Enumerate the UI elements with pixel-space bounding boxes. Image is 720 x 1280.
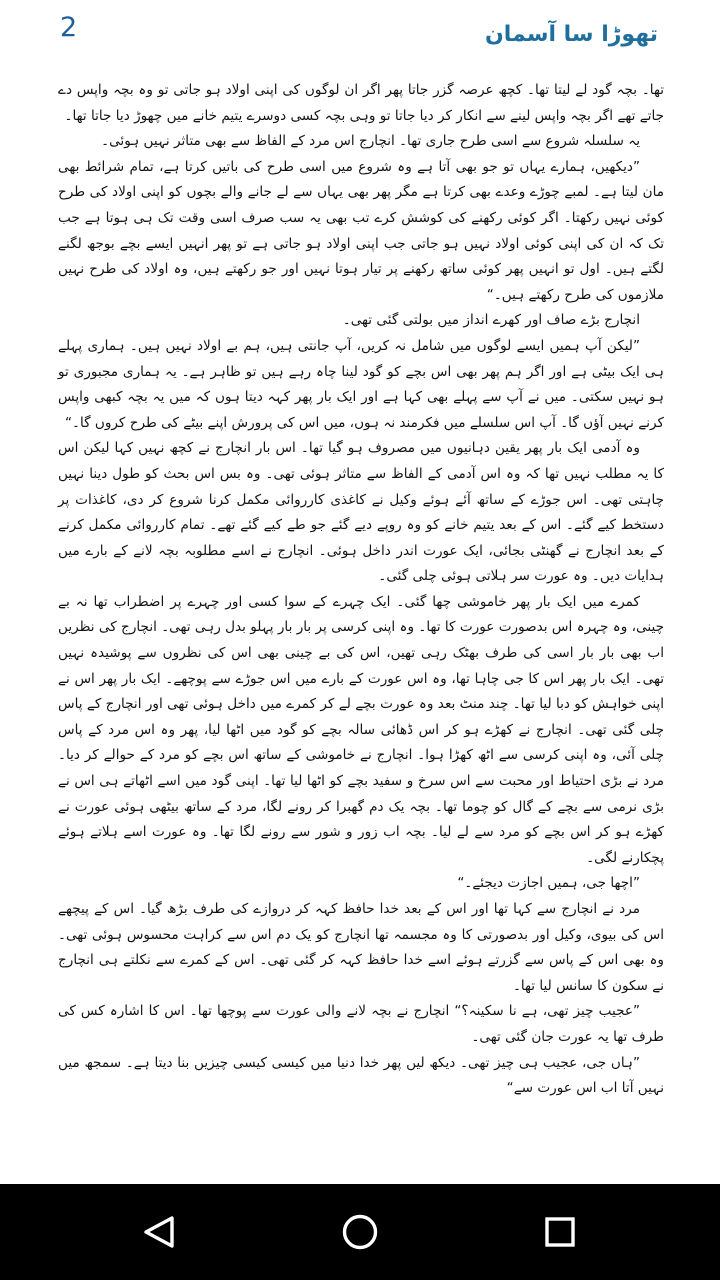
paragraph: تھا۔ بچہ گود لے لیتا تھا۔ کچھ عرصہ گزر جاتا پھر اگر ان لوگوں کی اپنی اولاد ہو جاتی تو وہ بچہ واپس دے جاتے تھے اگر بچہ واپس لینے سے انکار کر دیا جاتا تو وہی بچہ کسی دوسرے یتیم خانے میں چھوڑ دیا جاتا تھا۔ [58,82,664,124]
home-button[interactable] [324,1202,396,1262]
paragraph: وہ آدمی ایک بار پھر یقین دہانیوں میں مصروف ہو گیا تھا۔ اس بار انچارج نے کچھ نہیں کہا لیکن اس کا یہ مطلب نہیں تھا کہ وہ اس آدمی کے الفاظ سے متاثر ہوئی تھی۔ وہ بس اس بحث کو طول دینا نہیں چاہتی تھی۔ اس جوڑے کے ساتھ آئے ہوئے وکیل نے کاغذی کارروائی مکمل کرنا شروع کر دی، کاغذات پر دستخط کیے گئے۔ اس کے بعد یتیم خانے کو وہ روپے دیے گئے جو طے کیے گئے تھے۔ تمام کارروائی مکمل کرنے کے بعد انچارج نے گھنٹی بجائی، ایک عورت اندر داخل ہوئی۔ انچارج نے اسے مطلوبہ بچہ لانے کے بارے میں ہدایات دیں۔ وہ عورت سر ہلاتی ہوئی چلی گئی۔ [58,440,664,585]
page-number: 2 [60,12,78,43]
paragraph: ”لیکن آپ ہمیں ایسے لوگوں میں شامل نہ کریں، آپ جانتی ہیں، ہم بے اولاد نہیں ہیں۔ ہماری پہلے ہی ایک بیٹی ہے اور اگر ہم پھر بھی اس بچے کو گود لینا چاہ رہے ہیں تو ظاہر ہے۔ یہ ہماری مجبوری تو ہو نہیں سکتی۔ میں نے آپ سے پہلے بھی کہا ہے اور ایک بار پھر کہہ دیتا ہوں کہ میں یہ بچہ کبھی واپس کرنے نہیں آؤں گا۔ آپ اس سلسلے میں فکرمند نہ ہوں، میں اس کی پرورش اپنے بیٹے کی طرح کروں گا۔“ [58,337,664,431]
paragraph: ”اچھا جی، ہمیں اجازت دیجئے۔“ [457,875,640,892]
recents-button[interactable] [524,1202,596,1262]
paragraph: یہ سلسلہ شروع سے اسی طرح جاری تھا۔ انچارج اس مرد کے الفاظ سے بھی متاثر نہیں ہوئی۔ [101,133,640,150]
back-button[interactable] [124,1202,196,1262]
square-recents-icon [540,1212,580,1252]
circle-home-icon [340,1212,380,1252]
paragraph: کمرے میں ایک بار پھر خاموشی چھا گئی۔ ایک چہرے کے سوا کسی اور چہرے پر اضطراب تھا نہ بے چینی، وہ چہرہ اس بدصورت عورت کا تھا۔ وہ اپنی کرسی پر بار بار پہلو بدل رہی تھی۔ انچارج کی نظریں اب بھی بار بار اسی کی طرف بھٹک رہی تھیں، اس کی بے چینی بھی اس کی نظروں سے پوشیدہ نہیں تھی۔ ایک بار پھر اس کا جی چاہا تھا، وہ اس عورت کے بارے میں اس جوڑے سے پوچھے۔ ایک بار پھر اس نے اپنی خواہش کو دبا لیا تھا۔ چند منٹ بعد وہ عورت بچے لے کر کمرے میں داخل ہوئی تھی اور انچارج کے پاس چلی گئی تھی۔ انچارج نے کھڑے ہو کر اس ڈھائی سالہ بچے کو گود میں اٹھا لیا، پھر وہ اس مرد کے پاس چلی آئی، وہ اپنی کرسی سے اٹھ کھڑا ہوا۔ انچارج نے خاموشی کے ساتھ اس بچے کو مرد کے حوالے کر دیا۔ مرد نے بڑی احتیاط اور محبت سے اس سرخ و سفید بچے کو اٹھا لیا تھا۔ اپنی گود میں اسے اٹھاتے ہی اس نے بڑی نرمی سے بچے کے گال کو چوما تھا۔ بچہ یک دم گھبرا کر رونے لگا، مرد کے ساتھ بیٹھی ہوئی عورت نے کھڑے ہو کر اس بچے کو مرد سے لے لیا۔ بچہ اب زور و شور سے رونے لگا تھا۔ وہ عورت اسے ہلاتے ہوئے پچکارنے لگی۔ [58,593,664,866]
triangle-back-icon [140,1212,180,1252]
paragraph: انچارج بڑے صاف اور کھرے انداز میں بولتی گئی تھی۔ [342,312,640,329]
paragraph: ”دیکھیں، ہمارے یہاں تو جو بھی آتا ہے وہ شروع میں اسی طرح کی باتیں کرتا ہے، تمام شرائط بھی مان لیتا ہے۔ لمبے چوڑے وعدے بھی کرتا ہے مگر پھر بھی یہاں سے لے جانے والے بچوں کو اپنی اولاد کی طرح کوئی نہیں رکھتا۔ اگر کوئی رکھنے کی کوشش کرے تب بھی یہ سب صرف اسی وقت تک ہی ہوتا ہے جب تک کہ ان کی اپنی کوئی اولاد نہیں ہو جاتی جب اپنی اولاد ہو جاتی ہے تو پھر انہیں ایسے بچے بوجھ لگنے لگتے ہیں۔ اول تو انہیں پھر کوئی ساتھ رکھنے پر تیار ہوتا نہیں اور جو رکھتے ہیں، وہ اولاد کی طرح نہیں ملازموں کی طرح رکھتے ہیں۔“ [58,158,664,303]
paragraph: ”عجیب چیز تھی، ہے نا سکینہ؟“ انچارج نے بچہ لانے والی عورت سے پوچھا تھا۔ اس کا اشارہ کس کی طرف تھا یہ عورت جان گئی تھی۔ [58,1003,664,1045]
paragraph: ”ہاں جی، عجیب ہی چیز تھی۔ دیکھ لیں پھر خدا دنیا میں کیسی کیسی چیزیں بنا دیتا ہے۔ سمجھ میں نہیں آتا اب اس عورت سے“ [58,1054,664,1097]
book-title: تھوڑا سا آسمان [485,22,658,47]
page-text[interactable] [58,78,664,1097]
paragraph: مرد نے انچارج سے کہا تھا اور اس کے بعد خدا حافظ کہہ کر دروازے کی طرف بڑھ گیا۔ اس کے پیچھے اس کی بیوی، وکیل اور بدصورتی کا وہ مجسمہ تھا انچارج کو یک دم اس سے کراہت محسوس ہوئی تھی۔ وہ بھی اس کے پاس سے گزرتے ہوئے اسے خدا حافظ کہہ کر گئی تھی۔ اس کے کمرے سے نکلتے ہی انچارج نے سکون کا سانس لیا تھا۔ [58,901,664,994]
navigation-bar [0,1184,720,1280]
